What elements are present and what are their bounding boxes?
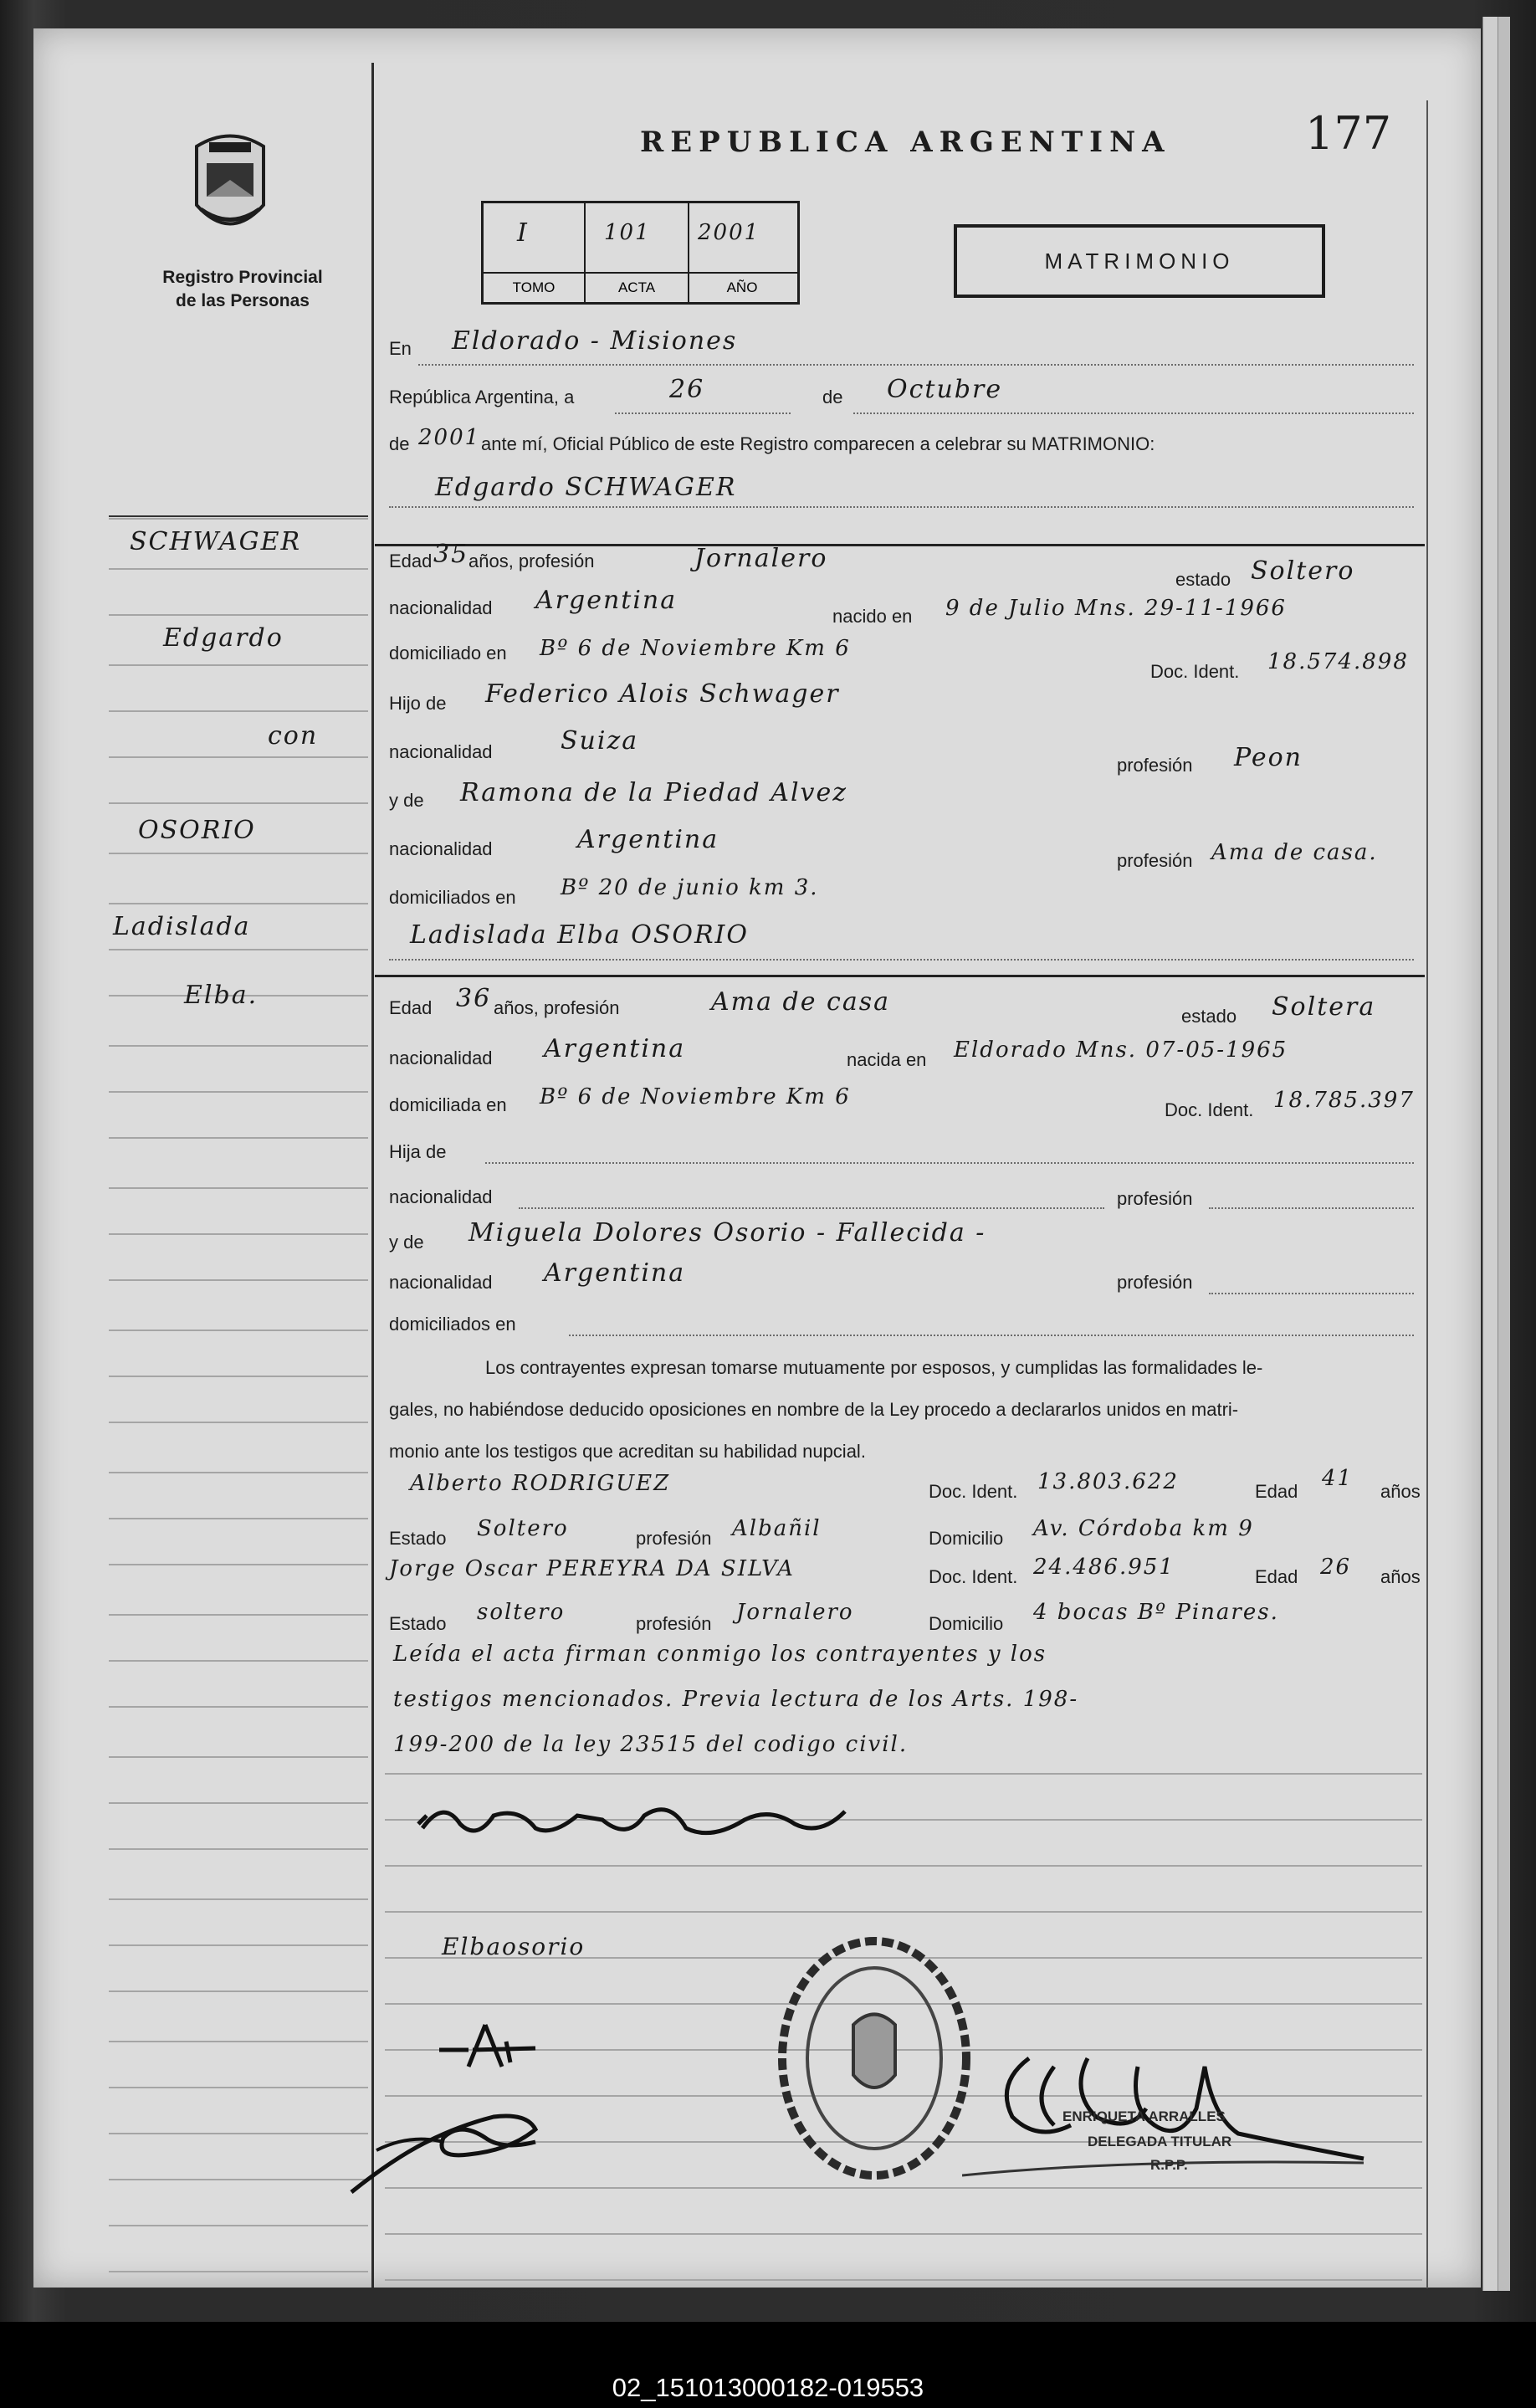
profesion-label: años, profesión: [494, 997, 620, 1018]
witness-1-profession: Albañil: [732, 1516, 822, 1541]
intro-statement: ante mí, Oficial Público de este Registro comparecen a celebrar su MATRIMONIO:: [481, 433, 1155, 454]
margin-name-groom: Edgardo: [163, 623, 284, 653]
day-value: 26: [669, 375, 705, 404]
estado-label: Estado: [389, 1528, 447, 1549]
tomo-cell: [484, 203, 586, 272]
nacionalidad-label: nacionalidad: [389, 838, 493, 859]
bride-age: 36: [456, 984, 492, 1013]
dotted-line: [615, 412, 791, 414]
profesion-label: profesión: [1117, 1188, 1193, 1209]
groom-nationality: Argentina: [535, 586, 678, 615]
estado-label: Estado: [389, 1613, 447, 1634]
domiciliada-label: domiciliada en: [389, 1094, 507, 1115]
page-number: 177: [1305, 107, 1392, 160]
profesion-label: profesión: [1117, 1272, 1193, 1293]
nacionalidad-label: nacionalidad: [389, 1186, 493, 1207]
witness-1-doc: 13.803.622: [1037, 1469, 1179, 1494]
edad-label: Edad: [1255, 1566, 1298, 1587]
nacionalidad-label: nacionalidad: [389, 597, 493, 618]
estado-label: estado: [1175, 569, 1231, 590]
ano-cell: [689, 203, 795, 272]
groom-father-profession: Peon: [1234, 743, 1303, 772]
groom-profession: Jornalero: [694, 544, 828, 573]
bride-address: Bº 6 de Noviembre Km 6: [540, 1084, 851, 1109]
section-rule: [375, 544, 1425, 546]
official-seal-stamp-icon: [774, 1933, 975, 2184]
doc-ident-label: Doc. Ident.: [1165, 1099, 1254, 1120]
official-title-stamp: DELEGADA TITULAR: [1088, 2134, 1232, 2149]
witness-2-address: 4 bocas Bº Pinares.: [1033, 1600, 1279, 1625]
dotted-line: [389, 505, 1414, 508]
groom-mother: Ramona de la Piedad Alvez: [460, 778, 848, 807]
profesion-label: años, profesión: [468, 551, 595, 571]
bride-profession: Ama de casa: [711, 987, 890, 1017]
bride-name-value: Ladislada Elba OSORIO: [410, 920, 750, 950]
registry-line-1: Registro Provincial: [162, 268, 323, 287]
acta-label: ACTA: [586, 274, 689, 302]
groom-name-value: Edgardo SCHWAGER: [435, 473, 737, 502]
witness-1-status: Soltero: [477, 1516, 569, 1541]
doc-ident-label: Doc. Ident.: [929, 1481, 1018, 1502]
yde-label: y de: [389, 790, 424, 811]
groom-signature: [410, 1791, 862, 1857]
hija-label: Hija de: [389, 1141, 447, 1162]
groom-civil-status: Soltero: [1251, 556, 1355, 586]
bride-signature: Elbaosorio: [442, 1933, 586, 1960]
right-border: [1426, 100, 1428, 2288]
dotted-line: [389, 958, 1414, 961]
bride-mother-nationality: Argentina: [544, 1258, 686, 1288]
margin-surname-groom: SCHWAGER: [130, 527, 302, 556]
witness-2-profession: Jornalero: [736, 1600, 854, 1625]
domicilio-label: Domicilio: [929, 1613, 1004, 1634]
doc-ident-label: Doc. Ident.: [929, 1566, 1018, 1587]
section-rule: [375, 975, 1425, 977]
declaration-line-1: Los contrayentes expresan tomarse mutuamente por esposos, y cumplidas las formalidades le-: [485, 1357, 1263, 1378]
edad-label: Edad: [389, 551, 433, 571]
year-value: 2001: [418, 425, 481, 450]
acta-value: 101: [604, 220, 651, 245]
month-value: Octubre: [887, 375, 1003, 404]
witness-2-status: soltero: [477, 1600, 566, 1625]
yde-label: y de: [389, 1232, 424, 1253]
bride-nationality: Argentina: [544, 1034, 686, 1063]
hijo-label: Hijo de: [389, 693, 447, 714]
record-type-box: MATRIMONIO: [954, 224, 1325, 298]
tomo-value: I: [517, 218, 529, 248]
dotted-line: [519, 1207, 1104, 1209]
margin-top-rule: [109, 515, 368, 517]
ano-value: 2001: [698, 220, 760, 245]
groom-father: Federico Alois Schwager: [485, 679, 840, 709]
groom-doc: 18.574.898: [1267, 649, 1409, 674]
anos-label: años: [1380, 1481, 1421, 1502]
declaration-line-2: gales, no habiéndose deducido oposiciones en nombre de la Ley procedo a declararlos unidos en matri-: [389, 1399, 1239, 1420]
profesion-label: profesión: [636, 1528, 712, 1549]
nacida-label: nacida en: [847, 1049, 927, 1070]
groom-mother-profession: Ama de casa.: [1211, 840, 1378, 865]
en-label: En: [389, 338, 412, 359]
margin-con: con: [268, 721, 319, 751]
ano-label: AÑO: [726, 279, 758, 295]
official-office-stamp: R.P.P.: [1150, 2157, 1188, 2173]
registry-name: [125, 266, 360, 313]
profesion-label: profesión: [1117, 850, 1193, 871]
declaration-line-3: monio ante los testigos que acreditan su habilidad nupcial.: [389, 1441, 866, 1462]
place-value: Eldorado - Misiones: [452, 326, 738, 356]
groom-father-nationality: Suiza: [561, 726, 639, 756]
registry-line-2: de las Personas: [176, 291, 310, 310]
image-id-label: 02_151013000182-019553: [612, 2373, 924, 2402]
edad-label: Edad: [389, 997, 433, 1018]
dotted-line: [1209, 1207, 1414, 1209]
dotted-line: [1209, 1292, 1414, 1294]
closing-line-1: Leída el acta firman conmigo los contrayentes y los: [393, 1642, 1047, 1667]
witness-2-name: Jorge Oscar PEREYRA DA SILVA: [389, 1556, 795, 1581]
witness-2-age: 26: [1320, 1555, 1352, 1580]
groom-birth: 9 de Julio Mns. 29-11-1966: [945, 596, 1287, 621]
acta-cell: [586, 203, 689, 272]
witness-1-age: 41: [1322, 1466, 1354, 1491]
official-name-stamp: ENRIQUETA ARRALLES: [1062, 2108, 1226, 2124]
estado-label: estado: [1181, 1006, 1237, 1027]
country-title: REPUBLICA ARGENTINA: [640, 126, 1171, 159]
nacionalidad-label: nacionalidad: [389, 1048, 493, 1068]
nacionalidad-label: nacionalidad: [389, 741, 493, 762]
profesion-label: profesión: [1117, 755, 1193, 776]
witness-1-address: Av. Córdoba km 9: [1033, 1516, 1254, 1541]
dotted-line: [569, 1334, 1414, 1336]
domicilio-label: Domicilio: [929, 1528, 1004, 1549]
closing-line-3: 199-200 de la ley 23515 del codigo civil.: [393, 1732, 909, 1757]
margin-divider: [371, 63, 374, 2288]
closing-line-2: testigos mencionados. Previa lectura de los Arts. 198-: [393, 1687, 1079, 1712]
republica-label: República Argentina, a: [389, 387, 575, 407]
dotted-line: [485, 1161, 1414, 1164]
registry-reference-box: [481, 201, 800, 305]
bride-mother: Miguela Dolores Osorio - Fallecida -: [468, 1218, 986, 1248]
bride-civil-status: Soltera: [1272, 992, 1376, 1022]
domiciliados-label: domiciliados en: [389, 887, 516, 908]
witness-2-doc: 24.486.951: [1033, 1555, 1175, 1580]
de-label: de: [822, 387, 843, 407]
domiciliados-label: domiciliados en: [389, 1314, 516, 1335]
bride-birth: Eldorado Mns. 07-05-1965: [954, 1037, 1288, 1063]
groom-parents-address: Bº 20 de junio km 3.: [561, 875, 819, 900]
dotted-line: [418, 363, 1414, 366]
profesion-label: profesión: [636, 1613, 712, 1634]
witness-1-signature: [435, 2016, 552, 2075]
doc-ident-label: Doc. Ident.: [1150, 661, 1240, 682]
nacionalidad-label: nacionalidad: [389, 1272, 493, 1293]
nacido-label: nacido en: [832, 606, 913, 627]
groom-age: 35: [433, 540, 469, 569]
groom-mother-nationality: Argentina: [577, 825, 719, 854]
tomo-label: TOMO: [484, 274, 586, 302]
groom-address: Bº 6 de Noviembre Km 6: [540, 636, 851, 661]
edad-label: Edad: [1255, 1481, 1298, 1502]
margin-name-bride-2: Elba.: [184, 981, 259, 1010]
provincial-seal-icon: [180, 126, 280, 243]
domiciliado-label: domiciliado en: [389, 643, 507, 663]
margin-surname-bride: OSORIO: [138, 816, 256, 845]
dotted-line: [853, 412, 1414, 414]
margin-name-bride: Ladislada: [113, 912, 251, 941]
bride-doc: 18.785.397: [1273, 1088, 1415, 1113]
anos-label: años: [1380, 1566, 1421, 1587]
witness-2-signature: [343, 2092, 561, 2201]
witness-1-name: Alberto RODRIGUEZ: [410, 1471, 671, 1496]
year-prefix: de: [389, 433, 410, 454]
